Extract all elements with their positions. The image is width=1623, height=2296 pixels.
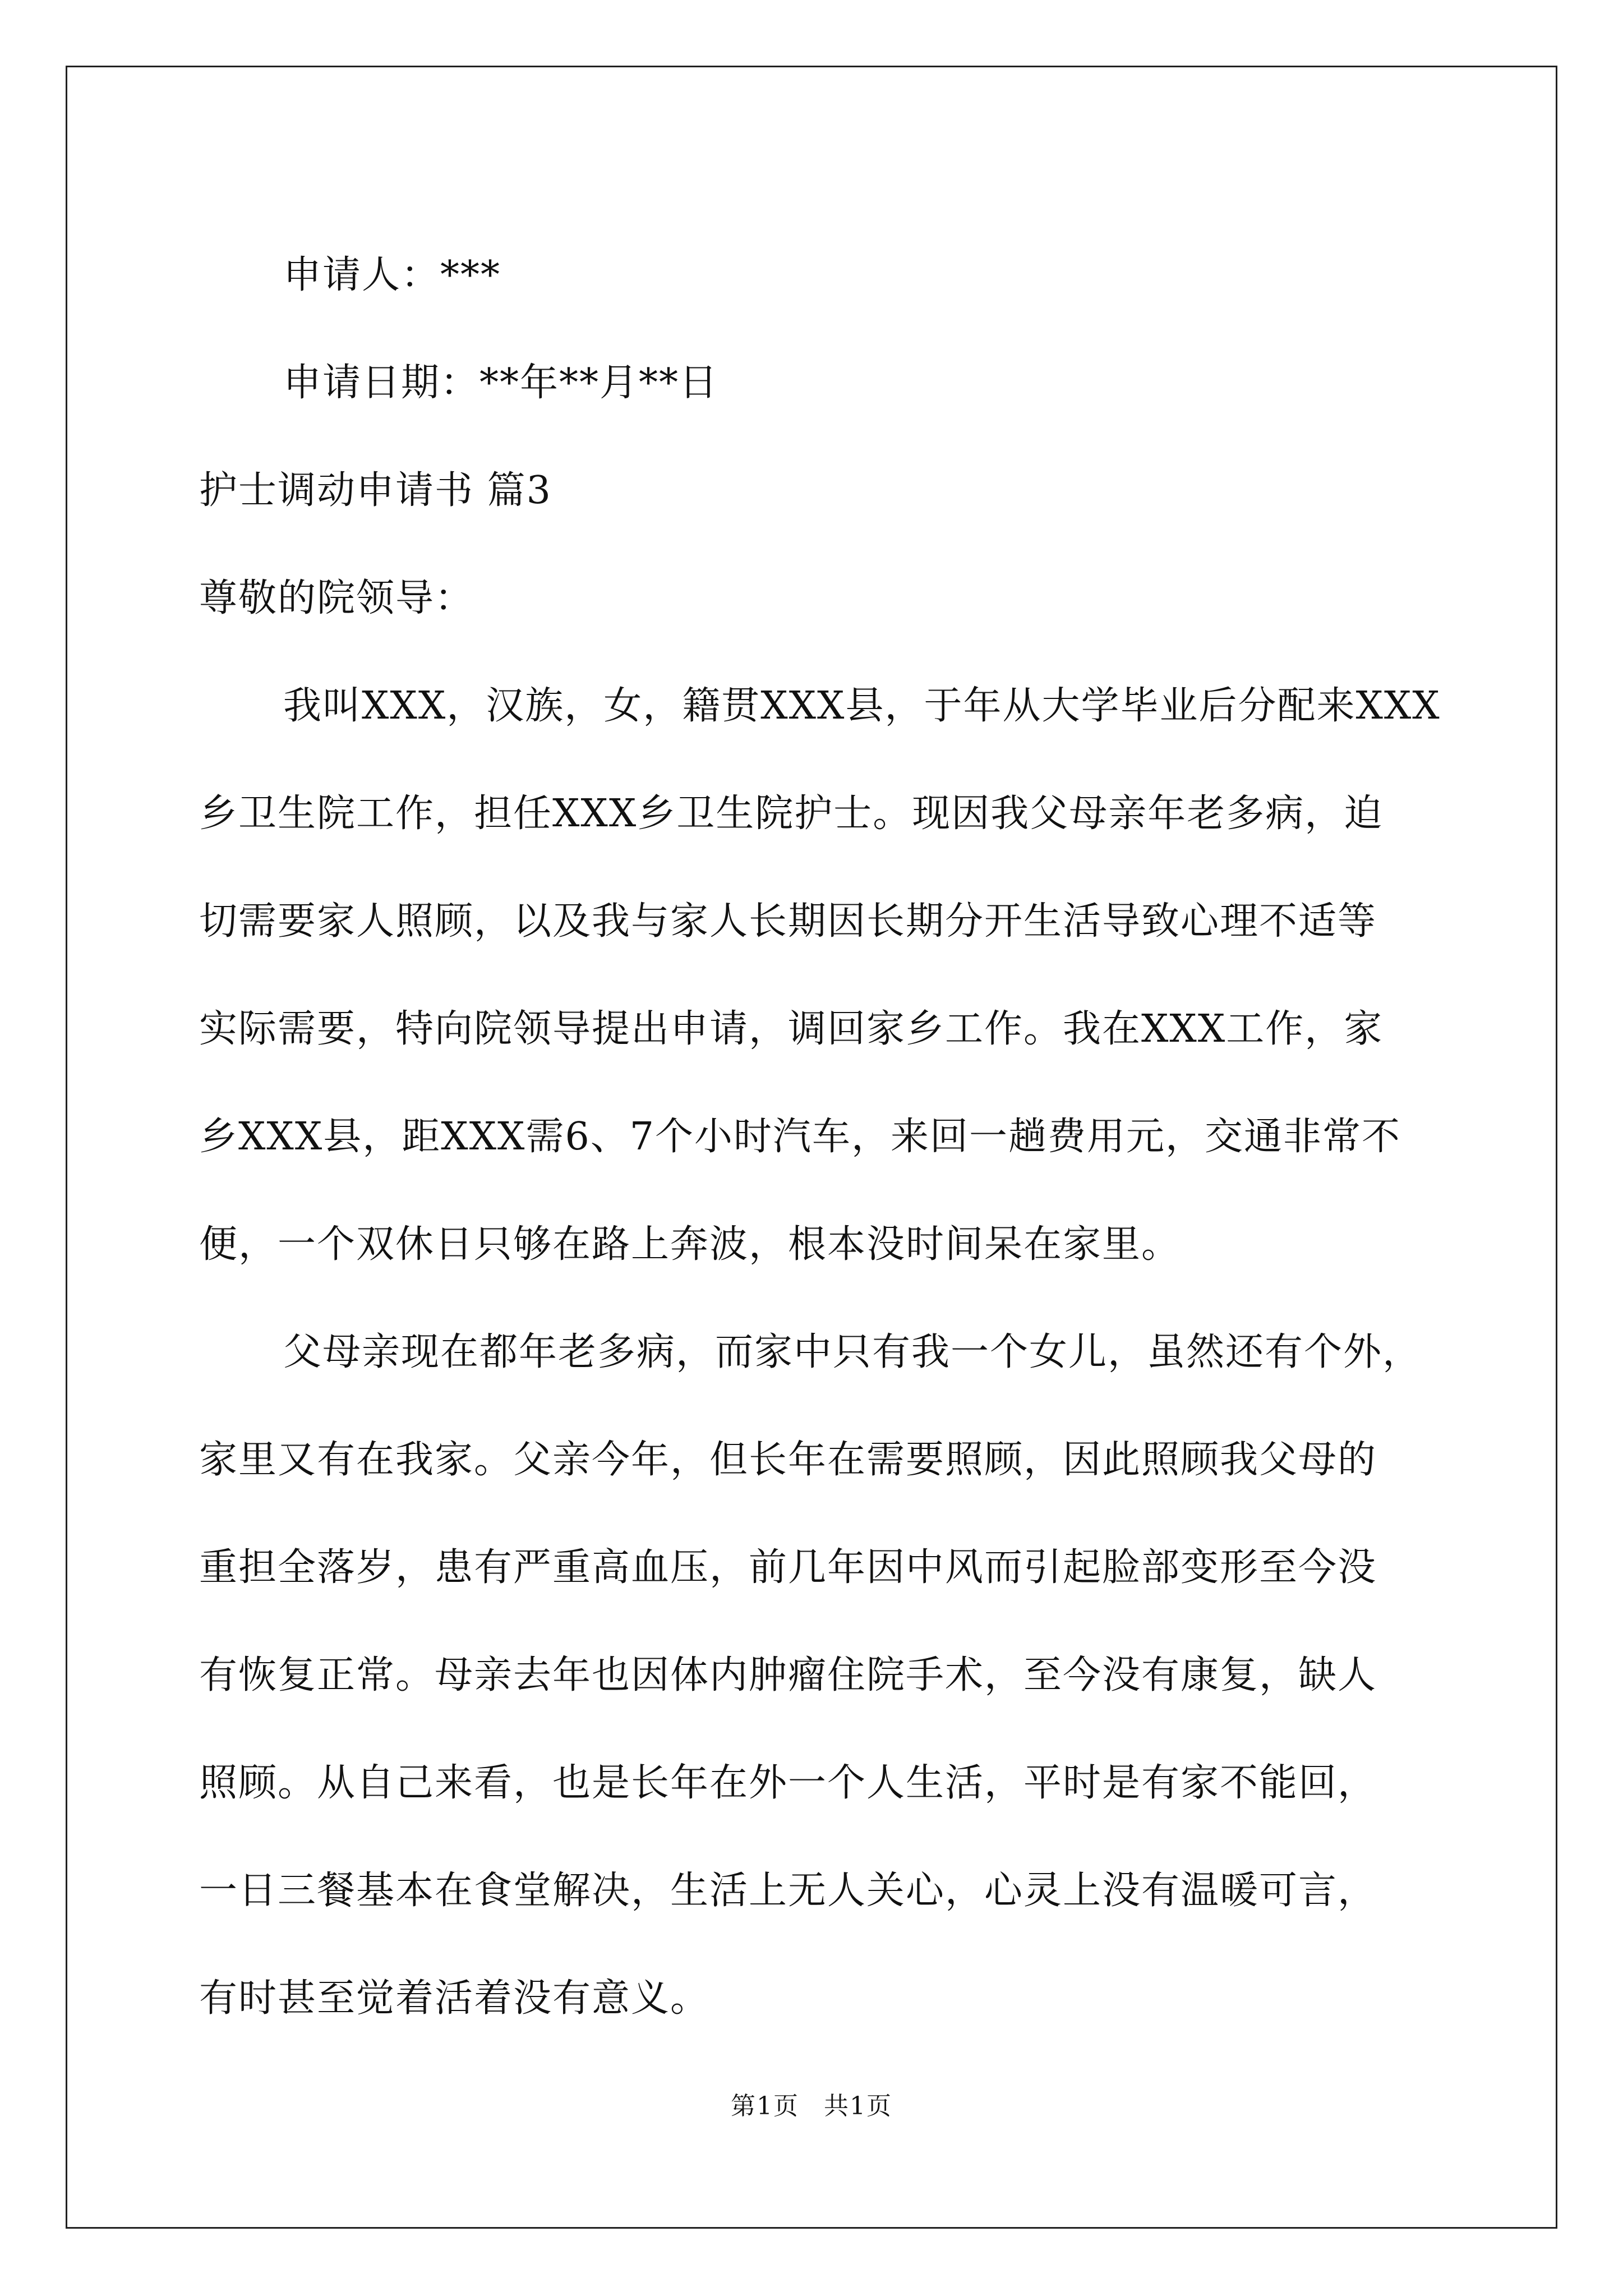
paragraph-line: 重担全落岁，患有严重高血压，前几年因中风而引起脸部变形至今没	[199, 1545, 1377, 1590]
paragraph-line: 有恢复正常。母亲去年也因体内肿瘤住院手术，至今没有康复，缺人	[199, 1653, 1377, 1697]
paragraph-line: 便，一个双休日只够在路上奔波，根本没时间呆在家里。	[199, 1222, 1181, 1267]
paragraph-line: 实际需要，特向院领导提出申请，调回家乡工作。我在XXX工作，家	[199, 1007, 1384, 1051]
paragraph-line: 父母亲现在都年老多病，而家中只有我一个女儿，虽然还有个外，	[283, 1330, 1422, 1374]
paragraph-line: 有时甚至觉着活着没有意义。	[199, 1976, 710, 2021]
document-heading: 护士调动申请书 篇3	[199, 468, 552, 513]
date-line: 申请日期：**年**月**日	[283, 361, 719, 405]
paragraph-line: 乡卫生院工作，担任XXX乡卫生院护士。现因我父母亲年老多病，迫	[199, 792, 1384, 836]
paragraph-line: 家里又有在我家。父亲今年，但长年在需要照顾，因此照顾我父母的	[199, 1438, 1377, 1482]
salutation: 尊敬的院领导：	[199, 576, 474, 620]
page-footer	[0, 2086, 1623, 2122]
paragraph-2	[199, 1299, 1433, 2053]
page-number-total: 共1页	[824, 2092, 892, 2120]
paragraph-line: 照顾。从自己来看，也是长年在外一个人生活，平时是有家不能回，	[199, 1761, 1377, 1805]
paragraph-line: 切需要家人照顾，以及我与家人长期因长期分开生活导致心理不适等	[199, 899, 1377, 944]
document-body	[199, 222, 1441, 2053]
page-number-current: 第1页	[731, 2092, 799, 2120]
paragraph-line: 一日三餐基本在食堂解决，生活上无人关心，心灵上没有温暖可言，	[199, 1869, 1377, 1913]
applicant-line: 申请人：***	[283, 253, 501, 297]
paragraph-line: 乡XXX县，距XXX需6、7个小时汽车，来回一趟费用元，交通非常不	[199, 1115, 1401, 1159]
paragraph-line: 我叫XXX，汉族，女，籍贯XXX县，于年从大学毕业后分配来XXX	[283, 684, 1441, 728]
paragraph-1	[199, 652, 1441, 1299]
